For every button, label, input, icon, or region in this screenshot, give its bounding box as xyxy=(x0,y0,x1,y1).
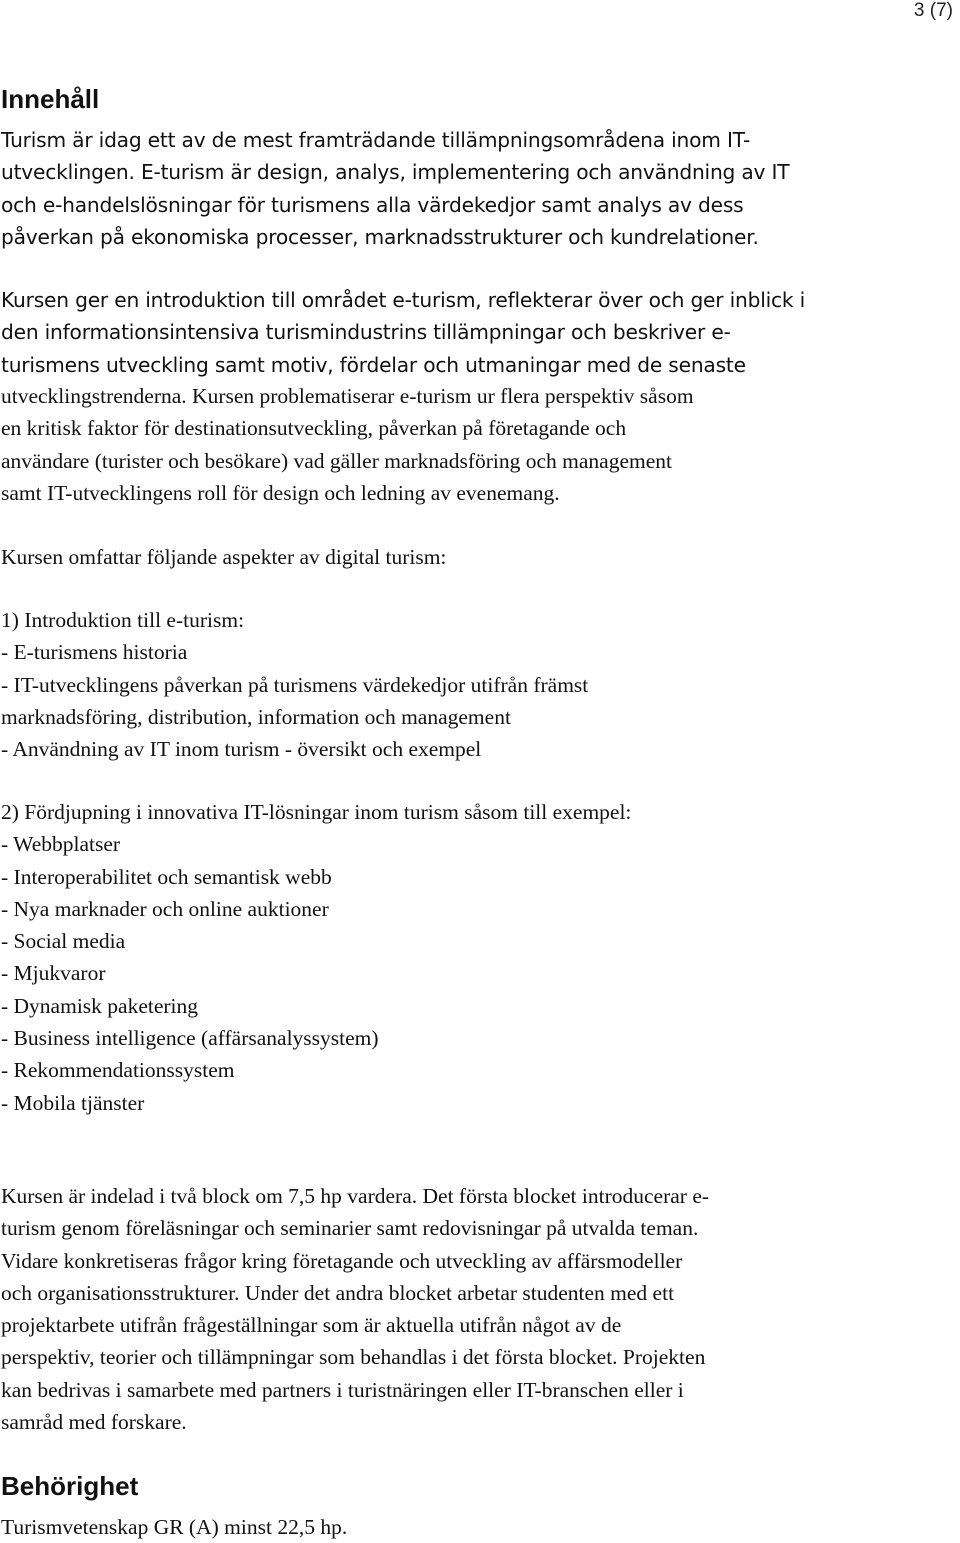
page-number: 3 (7) xyxy=(913,0,953,21)
text-line: Kursen omfattar följande aspekter av digital turism: xyxy=(1,545,447,569)
text-line: projektarbete utifrån frågeställningar som är aktuella utifrån något av de xyxy=(1,1313,622,1338)
text-line: den informationsintensiva turismindustrins tillämpningar och beskriver e- xyxy=(1,320,731,345)
text-line: Vidare konkretiseras frågor kring företagande och utveckling av affärsmodeller xyxy=(1,1248,683,1273)
text-line: och e-handelslösningar för turismens alla värdekedjor samt analys av dess xyxy=(1,192,744,217)
list-fordjupning xyxy=(1,796,901,1119)
list-introduction xyxy=(1,604,901,765)
heading-behorighet: Behörighet xyxy=(1,1471,139,1501)
text-line: utvecklingen. E-turism är design, analys, implementering och användning av IT xyxy=(1,160,790,185)
list-item: - Mjukvaror xyxy=(1,961,106,986)
course-paragraph-serif xyxy=(1,380,901,509)
text-line: samråd med forskare. xyxy=(1,1410,187,1435)
behorighet-text xyxy=(1,1511,901,1543)
intro-paragraph xyxy=(1,124,901,253)
list-item: - Rekommendationssystem xyxy=(1,1058,235,1083)
course-paragraph-sans xyxy=(1,284,901,381)
list-item: - Webbplatser xyxy=(1,832,121,857)
text-line: en kritisk faktor för destinationsutveckling, påverkan på företagande och xyxy=(1,416,627,441)
text-line: påverkan på ekonomiska processer, marknadsstrukturer och kundrelationer. xyxy=(1,224,759,249)
list-item: 1) Introduktion till e-turism: xyxy=(1,608,245,632)
text-line: kan bedrivas i samarbete med partners i turistnäringen eller IT-branschen eller i xyxy=(1,1377,684,1402)
list-item: - Mobila tjänster xyxy=(1,1090,145,1115)
list-item: - Dynamisk paketering xyxy=(1,993,199,1018)
text-line: turismens utveckling samt motiv, fördelar och utmaningar med de senaste xyxy=(1,352,746,377)
list-item: - Interoperabilitet och semantisk webb xyxy=(1,864,332,889)
text-line: och organisationsstrukturer. Under det andra blocket arbetar studenten med ett xyxy=(1,1280,675,1305)
text-line: Kursen ger en introduktion till området e-turism, reflekterar över och ger inblick i xyxy=(1,288,806,312)
text-line: turism genom föreläsningar och seminarier samt redovisningar på utvalda teman. xyxy=(1,1216,699,1241)
text-line: Turism är idag ett av de mest framträdande tillämpningsområdena inom IT- xyxy=(1,128,751,152)
blocks-paragraph xyxy=(1,1180,901,1438)
text-line: utvecklingstrenderna. Kursen problematiserar e-turism ur flera perspektiv såsom xyxy=(1,384,694,408)
text-line: perspektiv, teorier och tillämpningar som behandlas i det första blocket. Projekten xyxy=(1,1345,706,1370)
text-line: Kursen är indelad i två block om 7,5 hp vardera. Det första blocket introducerar e- xyxy=(1,1184,710,1208)
list-item: - Social media xyxy=(1,929,126,954)
heading-innehall: Innehåll xyxy=(1,84,100,114)
list-item: - IT-utvecklingens påverkan på turismens värdekedjor utifrån främst xyxy=(1,672,589,697)
list-item: - Business intelligence (affärsanalyssystem) xyxy=(1,1026,379,1051)
list-item: 2) Fördjupning i innovativa IT-lösningar inom turism såsom till exempel: xyxy=(1,800,632,824)
list-item: marknadsföring, distribution, information och management xyxy=(1,704,511,729)
aspects-intro xyxy=(1,541,901,573)
text-line: användare (turister och besökare) vad gäller marknadsföring och management xyxy=(1,448,672,473)
list-item: - Nya marknader och online auktioner xyxy=(1,896,329,921)
text-line: samt IT-utvecklingens roll för design och ledning av evenemang. xyxy=(1,480,560,505)
list-item: - E-turismens historia xyxy=(1,640,188,665)
text-line: Turismvetenskap GR (A) minst 22,5 hp. xyxy=(1,1515,348,1539)
list-item: - Användning av IT inom turism - översikt och exempel xyxy=(1,737,482,762)
